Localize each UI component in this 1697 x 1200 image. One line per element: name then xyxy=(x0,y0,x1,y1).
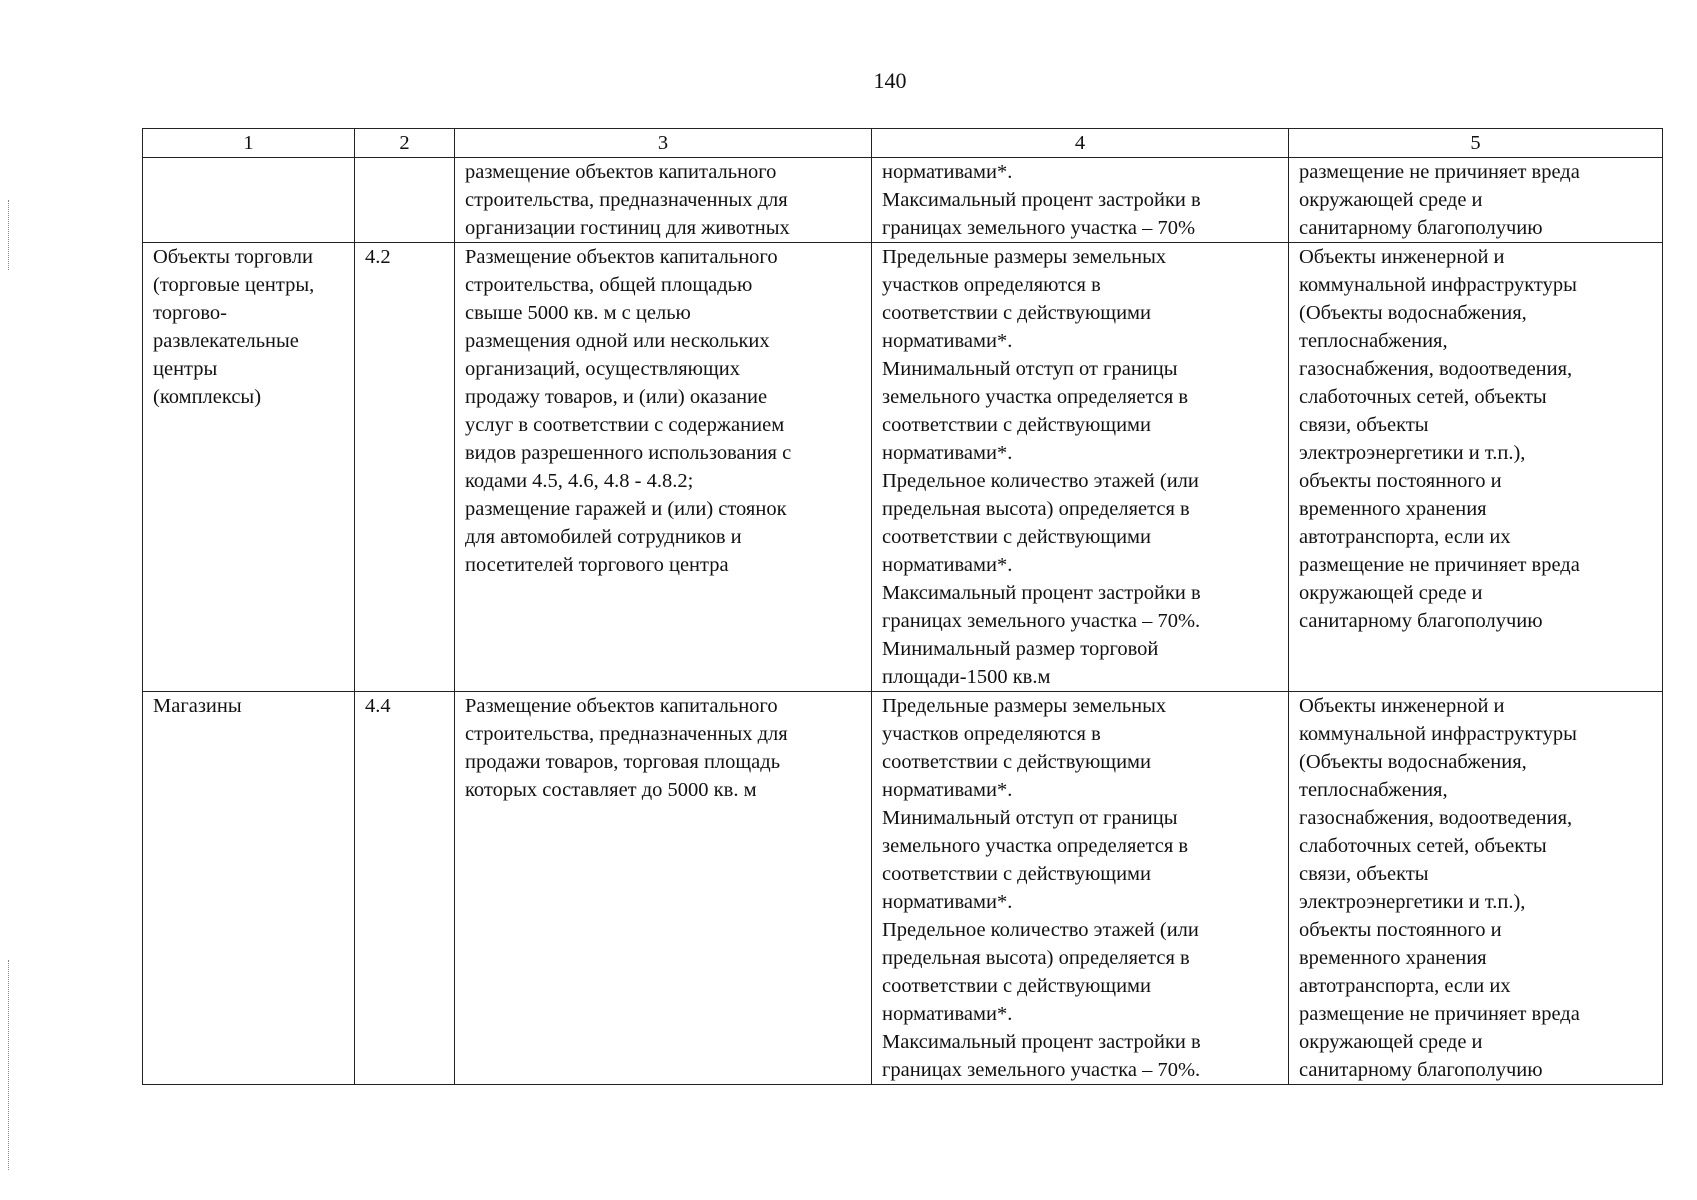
description-cell: Размещение объектов капитального строительства, общей площадью свыше 5000 кв. м с целью размещения одной или нескольких организаций, осуществляющих продажу товаров, и (или) оказание услуг в соответствии с содержанием видов разрешенного использования с кодами 4.5, 4.6, 4.8 - 4.8.2; размещение гаражей и (или) стоянок для автомобилей сотрудников и посетителей торгового центра xyxy=(455,243,872,692)
table-row xyxy=(143,243,1663,692)
table-row xyxy=(143,158,1663,243)
parameters-cell: Предельные размеры земельных участков определяются в соответствии с действующими нормативами*. Минимальный отступ от границы земельного участка определяется в соответствии с действующими нормативами*. Предельное количество этажей (или предельная высота) определяется в соответствии с действующими нормативами*. Максимальный процент застройки в границах земельного участка – 70%. Минимальный размер торговой площади-1500 кв.м xyxy=(872,243,1289,692)
use-code-cell xyxy=(355,158,455,243)
description-cell: размещение объектов капитального строительства, предназначенных для организации гостиниц для животных xyxy=(455,158,872,243)
use-code-cell: 4.2 xyxy=(355,243,455,692)
header-cell-2: 2 xyxy=(355,129,455,158)
use-name-cell: Объекты торговли (торговые центры, торгово- развлекательные центры (комплексы) xyxy=(143,243,355,692)
use-name-cell: Магазины xyxy=(143,692,355,1085)
header-cell-5: 5 xyxy=(1289,129,1663,158)
header-cell-4: 4 xyxy=(872,129,1289,158)
use-name-cell xyxy=(143,158,355,243)
page-number: 140 xyxy=(873,68,907,93)
auxiliary-uses-cell: размещение не причиняет вреда окружающей среде и санитарному благополучию xyxy=(1289,158,1663,243)
table-header-row xyxy=(143,129,1663,158)
parameters-cell: нормативами*. Максимальный процент застройки в границах земельного участка – 70% xyxy=(872,158,1289,243)
use-code-cell: 4.4 xyxy=(355,692,455,1085)
parameters-cell: Предельные размеры земельных участков определяются в соответствии с действующими нормативами*. Минимальный отступ от границы земельного участка определяется в соответствии с действующими нормативами*. Предельное количество этажей (или предельная высота) определяется в соответствии с действующими нормативами*. Максимальный процент застройки в границах земельного участка – 70%. xyxy=(872,692,1289,1085)
header-cell-1: 1 xyxy=(143,129,355,158)
table-row xyxy=(143,692,1663,1085)
auxiliary-uses-cell: Объекты инженерной и коммунальной инфраструктуры (Объекты водоснабжения, теплоснабжения, газоснабжения, водоотведения, слаботочных сетей, объекты связи, объекты электроэнергетики и т.п.), объекты постоянного и временного хранения автотранспорта, если их размещение не причиняет вреда окружающей среде и санитарному благополучию xyxy=(1289,243,1663,692)
description-cell: Размещение объектов капитального строительства, предназначенных для продажи товаров, торговая площадь которых составляет до 5000 кв. м xyxy=(455,692,872,1085)
header-cell-3: 3 xyxy=(455,129,872,158)
margin-mark-bottom xyxy=(8,960,15,1170)
auxiliary-uses-cell: Объекты инженерной и коммунальной инфраструктуры (Объекты водоснабжения, теплоснабжения, газоснабжения, водоотведения, слаботочных сетей, объекты связи, объекты электроэнергетики и т.п.), объекты постоянного и временного хранения автотранспорта, если их размещение не причиняет вреда окружающей среде и санитарному благополучию xyxy=(1289,692,1663,1085)
margin-mark-top xyxy=(8,200,15,270)
land-use-table xyxy=(142,128,1663,1085)
